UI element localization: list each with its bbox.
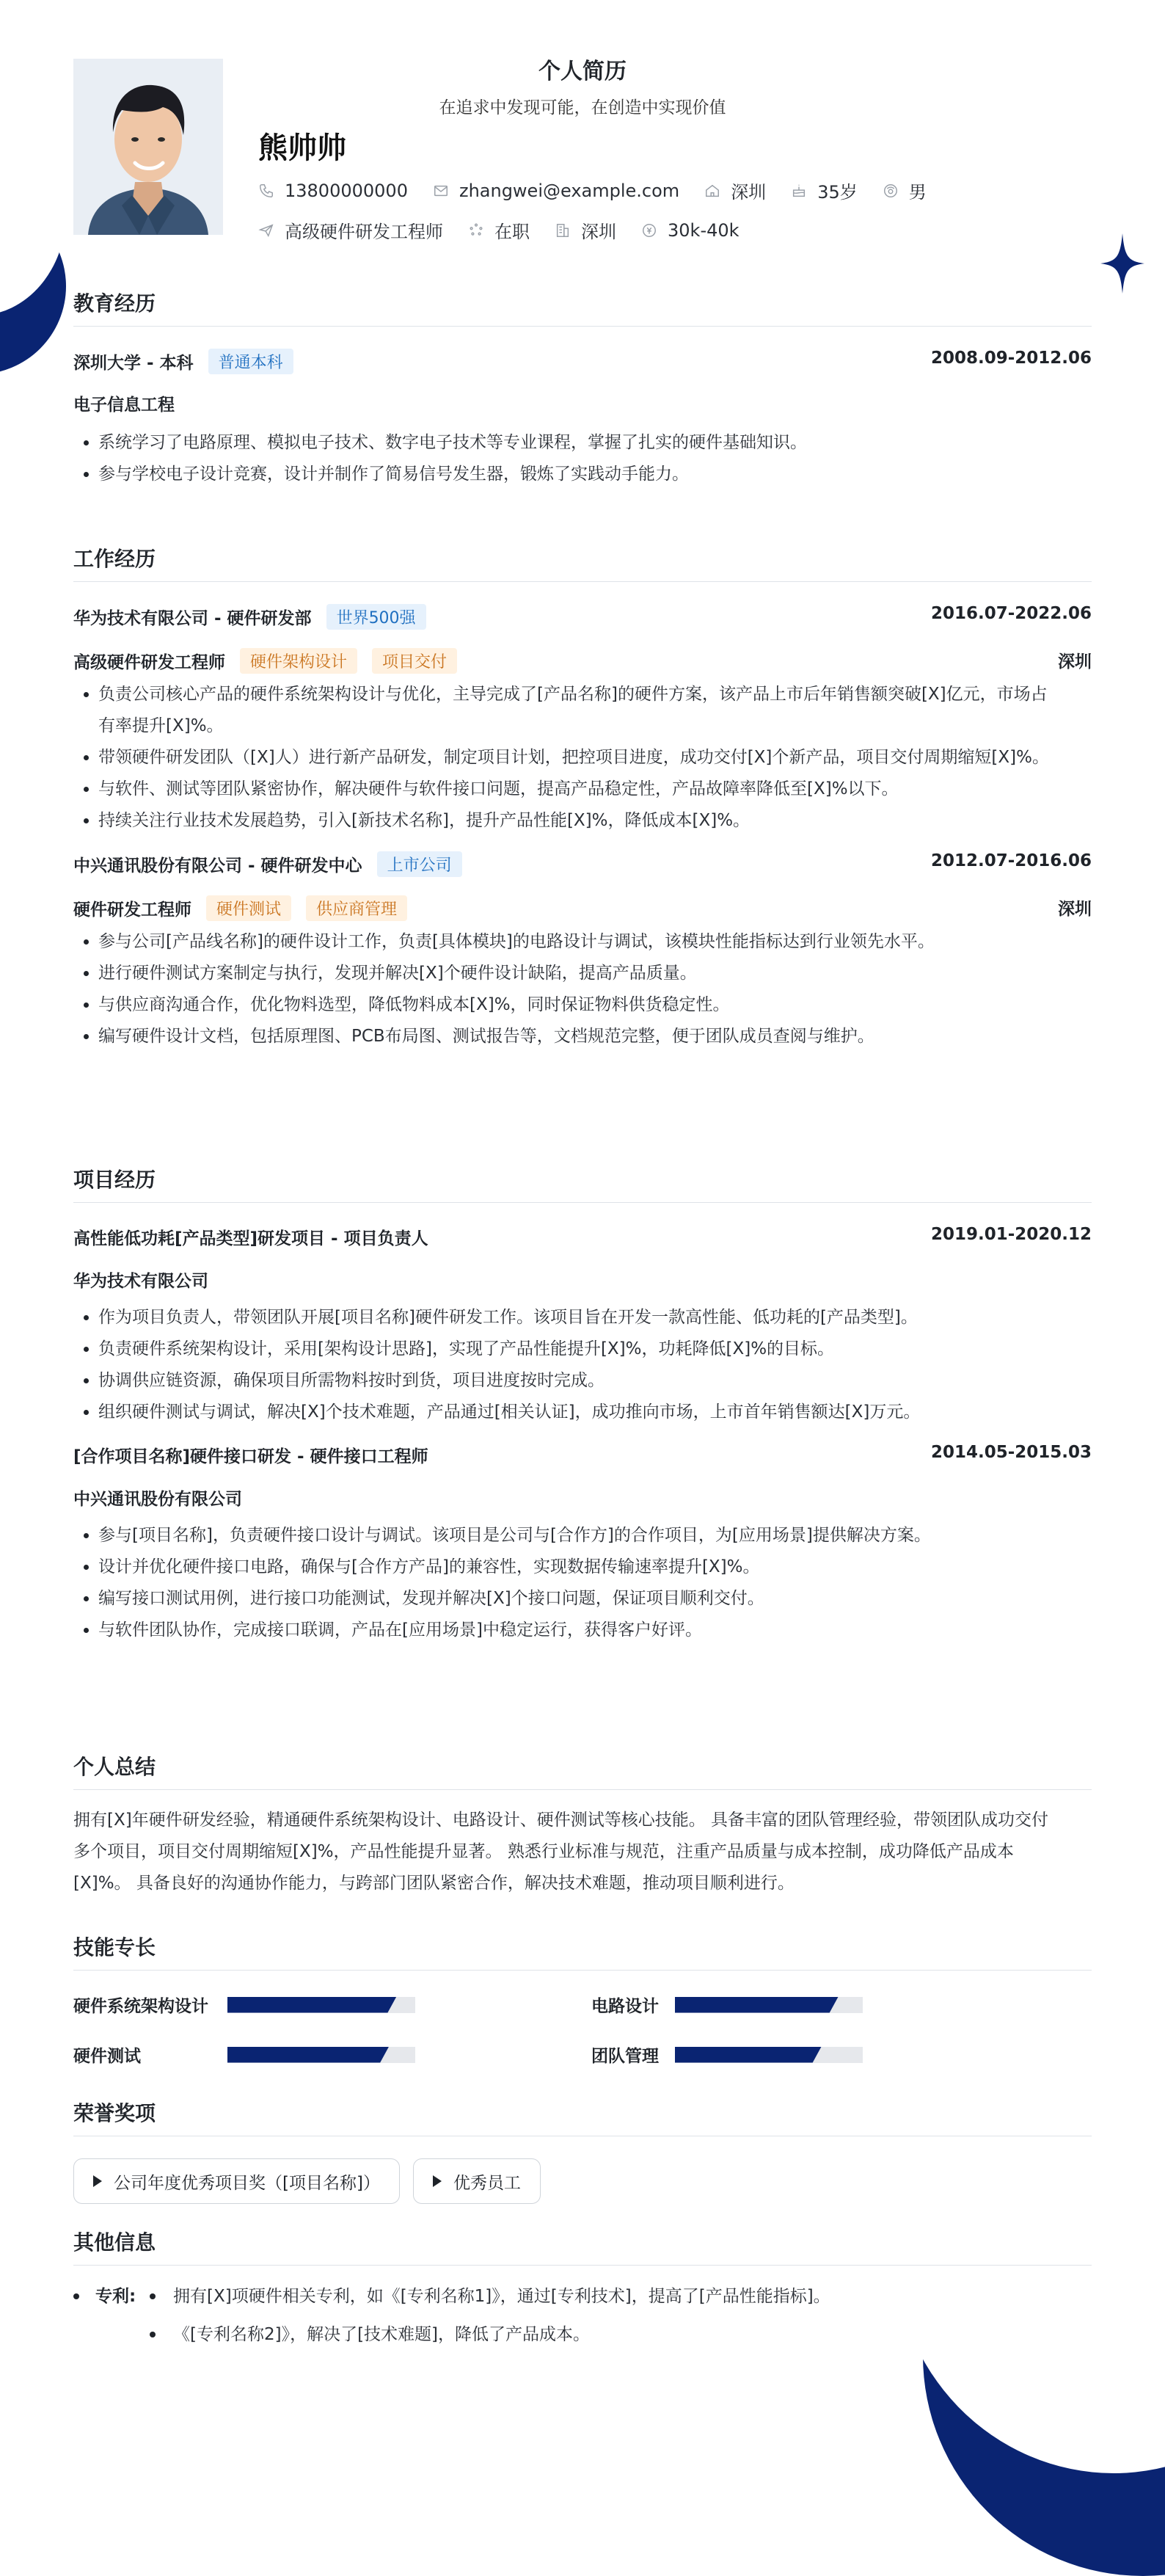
list-item: • 带领硬件研发团队（[X]人）进行新产品研发，制定项目计划，把控项目进度，成功交付[X]个新产品，项目交付周期缩短[X]%。	[98, 742, 1092, 774]
phone-item	[258, 181, 408, 201]
projects-section	[73, 1164, 1092, 1646]
other-section	[73, 2227, 1092, 2354]
list-item: • 与软件、测试等团队紧密协作，解决硬件与软件接口问题，提高产品稳定性，产品故障率降低至[X]%以下。	[98, 774, 1092, 805]
coin-icon	[641, 222, 657, 239]
list-item: • 参与公司[产品线名称]的硬件设计工作，负责[具体模块]的电路设计与调试，该模块性能指标达到行业领先水平。	[98, 926, 1092, 958]
honor-item	[413, 2158, 541, 2204]
triangle-right-icon	[93, 2175, 102, 2187]
section-title: 荣誉奖项	[73, 2097, 1092, 2136]
patent-item: 拥有[X]项硬件相关专利，如《[专利名称1]》，通过[专利技术]，提高了[产品性能指标]。	[173, 2287, 830, 2306]
company-name: 华为技术有限公司 - 硬件研发部	[73, 609, 312, 628]
skill-bar	[675, 1997, 863, 2013]
list-item: • 设计并优化硬件接口电路，确保与[合作方产品]的兼容性，实现数据传输速率提升[X]%。	[98, 1551, 1092, 1583]
skills-grid	[73, 1993, 1092, 2095]
email-item	[433, 181, 679, 201]
location-text: 深圳	[731, 182, 767, 203]
education-date: 2008.09-2012.06	[930, 349, 1092, 368]
building-icon	[555, 222, 571, 239]
company-name: 中兴通讯股份有限公司 - 硬件研发中心	[73, 856, 362, 876]
job-role: 高级硬件研发工程师	[73, 653, 225, 672]
avatar-illustration	[73, 59, 223, 235]
tagline: 在追求中发现可能，在创造中实现价值	[439, 98, 726, 117]
skill-name: 团队管理	[591, 2047, 659, 2066]
job-date: 2016.07-2022.06	[930, 604, 1092, 623]
project-date: 2014.05-2015.03	[930, 1443, 1092, 1462]
skill-bar	[227, 2047, 415, 2063]
send-icon	[258, 222, 274, 239]
home-icon	[704, 183, 720, 199]
skill-bar-fill	[675, 1997, 839, 2013]
list-item: • 作为项目负责人，带领团队开展[项目名称]硬件研发工作。该项目旨在开发一款高性能、低功耗的[产品类型]。	[98, 1302, 1092, 1334]
skill-tag: 硬件架构设计	[240, 648, 357, 674]
honor-item	[73, 2158, 400, 2204]
honor-label: 优秀员工	[453, 2173, 521, 2193]
list-item: • 进行硬件测试方案制定与执行，发现并解决[X]个硬件设计缺陷，提高产品质量。	[98, 958, 1092, 989]
project-name: [合作项目名称]硬件接口研发 - 硬件接口工程师	[73, 1447, 428, 1466]
section-title: 个人总结	[73, 1751, 1092, 1790]
email-text: zhangwei@example.com	[459, 180, 680, 201]
gender-text: 男	[908, 182, 927, 203]
target-city-item	[555, 217, 616, 243]
triangle-right-icon	[433, 2175, 442, 2187]
location-item	[704, 178, 766, 203]
patent-item: 《[专利名称2]》，解决了[技术难题]，降低了产品成本。	[173, 2325, 591, 2344]
target-city-text: 深圳	[581, 222, 616, 242]
resume-header	[73, 0, 1092, 264]
job-city: 深圳	[1058, 900, 1092, 919]
phone-icon	[258, 183, 274, 199]
section-title: 项目经历	[73, 1164, 1092, 1203]
education-section	[73, 288, 1092, 490]
salary-text: 30k-40k	[668, 219, 739, 241]
job-intent-row	[258, 217, 764, 243]
candidate-name: 熊帅帅	[258, 131, 346, 165]
list-item: • 负责公司核心产品的硬件系统架构设计与优化，主导完成了[产品名称]的硬件方案，该产品上市后年销售额突破[X]亿元，市场占 有率提升[X]%。	[98, 679, 1092, 742]
skill-item	[73, 2042, 415, 2067]
skill-bar-fill	[227, 2047, 389, 2063]
major-name: 电子信息工程	[73, 396, 175, 415]
work-section	[73, 543, 1092, 1052]
job-header-row	[73, 604, 1092, 628]
skill-item	[73, 1993, 415, 2017]
patent-line	[73, 2315, 1092, 2354]
salary-item	[641, 220, 739, 241]
target-position-item	[258, 217, 443, 243]
skill-tag: 硬件测试	[206, 895, 291, 921]
bullet-dot	[73, 2293, 79, 2299]
job-role-row	[73, 895, 1092, 920]
skill-bar	[675, 2047, 863, 2063]
job-role: 硬件研发工程师	[73, 900, 191, 920]
skill-item	[591, 2042, 863, 2067]
section-title: 技能专长	[73, 1932, 1092, 1971]
list-item: • 与软件团队协作，完成接口联调，产品在[应用场景]中稳定运行，获得客户好评。	[98, 1615, 1092, 1646]
project-company: 华为技术有限公司	[73, 1272, 208, 1291]
person-icon	[883, 183, 899, 199]
status-item	[468, 217, 530, 243]
degree-badge: 普通本科	[208, 349, 293, 374]
job-bullets	[73, 679, 1092, 837]
school-name: 深圳大学 - 本科	[73, 354, 194, 373]
education-header-row	[73, 349, 1092, 373]
list-item: • 编写接口测试用例，进行接口功能测试，发现并解决[X]个接口问题，保证项目顺利交付。	[98, 1583, 1092, 1615]
sparkle-star-icon	[1100, 233, 1144, 294]
cake-icon	[791, 183, 807, 199]
skill-name: 硬件系统架构设计	[73, 1997, 208, 2016]
skill-bar	[227, 1997, 415, 2013]
job-bullets	[73, 926, 1092, 1052]
contact-row	[258, 178, 952, 203]
skill-tag: 项目交付	[372, 648, 457, 674]
list-item: • 与供应商沟通合作，优化物料选型，降低物料成本[X]%，同时保证物料供货稳定性。	[98, 989, 1092, 1021]
list-item: • 组织硬件测试与调试，解决[X]个技术难题，产品通过[相关认证]，成功推向市场，上市首年销售额达[X]万元。	[98, 1397, 1092, 1428]
project-date: 2019.01-2020.12	[930, 1225, 1092, 1244]
skill-name: 硬件测试	[73, 2047, 141, 2066]
project-bullets	[73, 1520, 1092, 1646]
age-text: 35岁	[817, 182, 858, 203]
section-title: 其他信息	[73, 2227, 1092, 2266]
company-badge: 上市公司	[377, 851, 462, 877]
spinner-icon	[468, 222, 484, 239]
honors-list	[73, 2158, 1092, 2204]
resume-page	[73, 0, 1092, 2344]
skill-item	[591, 1993, 863, 2017]
education-bullets	[73, 427, 1092, 490]
profile-photo	[73, 59, 223, 235]
summary-text: 拥有[X]年硬件研发经验，精通硬件系统架构设计、电路设计、硬件测试等核心技能。 具备丰富的团队管理经验，带领团队成功交付 多个项目，项目交付周期缩短[X]%，产品性能提升显著。 熟悉行业标准与规范，注重产品质量与成本控制，成功降低产品成本 [X]%。 具备良好的沟通协作能力，与跨部门团队紧密合作，解决技术难题，推动项目顺利进行。	[73, 1811, 1049, 1893]
list-item: • 系统学习了电路原理、模拟电子技术、数字电子技术等专业课程，掌握了扎实的硬件基础知识。	[98, 427, 1092, 459]
project-name: 高性能低功耗[产品类型]研发项目 - 项目负责人	[73, 1229, 428, 1248]
skill-bar-fill	[227, 1997, 396, 2013]
job-city: 深圳	[1058, 652, 1092, 672]
status-text: 在职	[494, 222, 530, 242]
list-item: • 编写硬件设计文档，包括原理图、PCB布局图、测试报告等，文档规范完整，便于团队成员查阅与维护。	[98, 1021, 1092, 1052]
job-date: 2012.07-2016.06	[930, 851, 1092, 870]
bullet-dot	[150, 2293, 156, 2299]
age-item	[791, 178, 858, 203]
patent-line	[73, 2277, 1092, 2315]
honors-section	[73, 2097, 1092, 2204]
project-bullets	[73, 1302, 1092, 1428]
document-title: 个人简历	[538, 59, 627, 84]
project-header-row	[73, 1225, 1092, 1248]
patent-label: 专利:	[95, 2287, 136, 2306]
job-role-row	[73, 648, 1092, 672]
list-item: • 持续关注行业技术发展趋势，引入[新技术名称]，提升产品性能[X]%，降低成本[X]%。	[98, 805, 1092, 837]
job-header-row	[73, 851, 1092, 876]
gender-item	[883, 178, 927, 203]
list-item: • 协调供应链资源，确保项目所需物料按时到货，项目进度按时完成。	[98, 1365, 1092, 1397]
skill-name: 电路设计	[591, 1997, 659, 2016]
project-header-row	[73, 1443, 1092, 1466]
skill-tag: 供应商管理	[306, 895, 407, 921]
company-badge: 世界500强	[326, 604, 426, 630]
phone-text: 13800000000	[285, 180, 408, 201]
skills-section	[73, 1932, 1092, 2095]
section-title: 工作经历	[73, 543, 1092, 582]
section-title: 教育经历	[73, 288, 1092, 327]
skill-bar-fill	[675, 2047, 822, 2063]
bullet-dot	[150, 2332, 156, 2337]
project-company: 中兴通讯股份有限公司	[73, 1490, 242, 1509]
list-item: • 参与[项目名称]，负责硬件接口设计与调试。该项目是公司与[合作方]的合作项目，为[应用场景]提供解决方案。	[98, 1520, 1092, 1551]
target-position-text: 高级硬件研发工程师	[285, 222, 443, 242]
list-item: • 负责硬件系统架构设计，采用[架构设计思路]，实现了产品性能提升[X]%，功耗降低[X]%的目标。	[98, 1334, 1092, 1365]
mail-icon	[433, 183, 449, 199]
summary-section	[73, 1751, 1092, 1899]
list-item: • 参与学校电子设计竞赛，设计并制作了简易信号发生器，锻炼了实践动手能力。	[98, 459, 1092, 490]
honor-label: 公司年度优秀项目奖（[项目名称]）	[114, 2173, 380, 2193]
